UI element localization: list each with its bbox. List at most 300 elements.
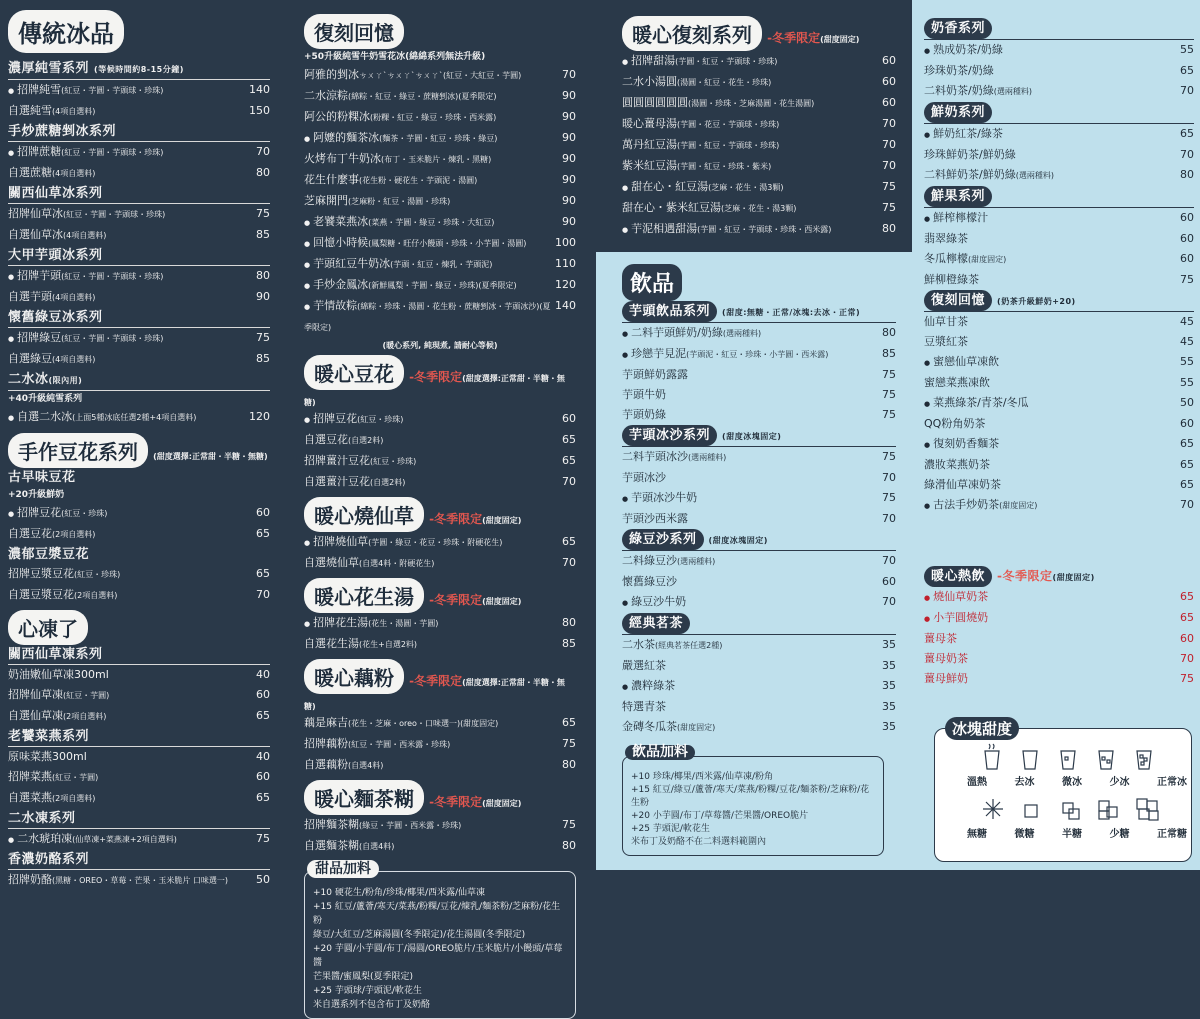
item-name-text: 自選仙草凍	[8, 709, 63, 722]
menu-item	[304, 713, 576, 734]
item-name-text: 自選菜燕	[8, 791, 52, 804]
item-name	[8, 287, 95, 308]
item-detail: (自選2料)	[370, 478, 406, 487]
item-price: 35	[882, 700, 896, 713]
addon-note: +50升級純雪牛奶雪花冰(綿綿系列無法升級)	[304, 52, 486, 62]
item-price: 55	[1180, 355, 1194, 368]
sugar-label-normal: 正常糖	[1157, 829, 1187, 840]
addon-line: +15 紅豆/蘆薈/寒天/菜燕/粉粿/豆花/煉乳/麵茶粉/芝麻粉/花生粉	[313, 902, 561, 926]
menu-item	[8, 747, 270, 767]
item-price: 60	[256, 770, 270, 783]
item-name-text: 珍珠鮮奶茶/鮮奶綠	[924, 148, 1016, 161]
item-name	[924, 270, 979, 290]
item-price: 75	[882, 491, 896, 504]
item-name-text: 二水小湯圓	[622, 75, 677, 88]
menu-item	[8, 407, 270, 428]
menu-item	[622, 323, 896, 344]
item-name	[8, 685, 109, 706]
menu-item	[304, 233, 576, 254]
item-name	[622, 51, 777, 72]
column-retro: 復刻回憶 +50升級純雪牛奶雪花冰(綿綿系列無法升級) 阿雅的剉冰ㄘㄨㄚˋㄘㄨㄚˋㄘㄨㄚˋ(紅豆・大紅豆・芋圓) 70 二水涼粽(綿粽・紅豆・綠豆・蔗糖剉冰)(夏季限定) 90 阿公的粉粿冰(粉粿・紅豆・綠豆・珍珠・西米露) 90 ● 阿嬤的麵茶冰(麵茶・芋圓・紅豆・珍珠・綠豆) 90 火烤布丁牛奶冰(布丁・玉米脆片・煉乳・黑糖) 90 花生什麼事(花生粉・硬花生・芋頭泥・湯圓) 90 芝麻開門(芝麻粉・紅豆・湯圓・珍珠) 90 ● 老饕菜燕冰(菜燕・芋圓・綠豆・珍珠・大紅豆) 90 ● 回憶小時候(鳳梨糖・旺仔小饅頭・珍珠・小芋圓・湯圓) 100 ● 芋頭紅豆牛奶冰(芋頭・紅豆・煉乳・芋頭泥) 110 ● 手炒金鳳冰(新鮮鳳梨・芋圓・綠豆・珍珠)(夏季限定) 120 ● 芋情故粽(綿粽・珍珠・湯圓・花生粉・蔗糖剉冰・芋頭冰沙)(夏季限定) 140 (暖心系列, 純現煮, 請耐心等候) 暖心豆花 -冬季限定(甜度選擇:正常甜・半糖・無糖) ● 招牌豆花(紅豆・珍珠) 60 自選豆花(自選2料) 65 招牌薑汁豆花(紅豆・珍珠) 65 自選薑汁豆花(自選2料) 70 暖心燒仙草 -冬季限定(甜度固定) ● 招牌燒仙草(芋圓・綠豆・花豆・珍珠・附硬花生) 65 自選燒仙草(自選4料・附硬花生) 70 暖心花生湯 -冬季限定(甜度固定) ● 招牌花生湯(花生・湯圓・芋圓) 80 自選花生湯(花生+自選2料) 85 暖心藕粉 -冬季限定(甜度選擇:正常甜・半糖・無糖) 藕是麻吉(花生・芝麻・oreo・口味選一)(甜度固定) 65 招牌藕粉(紅豆・芋圓・西米露・珍珠) 75 自選藕粉(自選4料) 80 暖心麵茶糊 -冬季限定(甜度固定) 招牌麵茶糊(綠豆・芋圓・西米露・珍珠) 75 自選麵茶糊(自選4料) 80 甜品加料 +10 硬花生/粉角/珍珠/椰果/西米露/仙草凍 +15 紅豆/蘆薈/寒天/菜燕/粉粿/豆花/煉乳/麵茶粉/芝麻粉/花生粉 綠豆/大紅豆/芝麻湯圓(冬季限定)/花生湯圓(冬季限定) +20 芋圓/小芋圓/布丁/湯圓/OREO脆片/玉米脆片/小饅頭/草莓醬 芒果醬/蜜鳳梨(夏季限定) +25 芋頭球/芋頭泥/軟花生 米自選系列不包含布丁及奶酪	[304, 14, 576, 1019]
menu-item	[304, 836, 576, 857]
item-price: 75	[256, 832, 270, 845]
item-price: 70	[882, 138, 896, 151]
item-name	[924, 649, 968, 669]
item-name-text: 復刻奶香麵茶	[933, 437, 1000, 450]
section-header: 綠豆沙系列 (甜度冰塊固定)	[622, 529, 896, 551]
item-name	[8, 503, 107, 524]
item-detail: (芋頭泥・紅豆・珍珠・小芋圓・西米露)	[686, 350, 829, 359]
item-list	[8, 142, 270, 184]
item-price: 90	[562, 215, 576, 228]
item-name	[304, 170, 477, 191]
menu-item	[622, 405, 896, 425]
item-price: 35	[882, 720, 896, 733]
item-name	[304, 634, 417, 655]
item-name-text: 自選純雪	[8, 104, 52, 117]
item-name	[8, 407, 196, 428]
item-price: 70	[882, 117, 896, 130]
addon-line: 米自選系列不包含布丁及奶酪	[313, 1000, 431, 1010]
item-name	[304, 836, 394, 857]
item-price: 90	[562, 194, 576, 207]
item-list	[924, 587, 1194, 689]
item-price: 65	[256, 527, 270, 540]
item-name	[924, 312, 968, 332]
menu-item	[622, 177, 896, 198]
item-name	[8, 788, 95, 809]
item-name	[304, 275, 517, 296]
item-detail: (綠豆・芋圓・西米露・珍珠)	[359, 821, 462, 830]
menu-item	[8, 142, 270, 163]
menu-item	[8, 163, 270, 184]
item-price: 50	[1180, 396, 1194, 409]
item-price: 70	[562, 475, 576, 488]
item-price: 60	[256, 506, 270, 519]
item-name-text: 自選芋頭	[8, 290, 52, 303]
item-name	[8, 204, 165, 225]
item-name-text: 薑母鮮奶	[924, 672, 968, 685]
item-name-text: 蜜戀仙草凍飲	[933, 355, 1000, 368]
menu-item	[304, 451, 576, 472]
item-detail: (菜燕・芋圓・綠豆・珍珠・大紅豆)	[368, 218, 495, 227]
item-price: 90	[562, 110, 576, 123]
item-detail: (紅豆・珍珠)	[357, 415, 404, 424]
item-price: 60	[1180, 417, 1194, 430]
item-name	[304, 553, 434, 574]
item-detail: (選兩種料)	[993, 87, 1032, 96]
item-detail: (紅豆・芋圓・芋頭球・珍珠)	[63, 210, 166, 219]
item-name-text: 阿公的粉粿冰	[304, 110, 370, 123]
item-list	[924, 312, 1194, 516]
menu-item	[304, 296, 576, 338]
item-name	[622, 572, 677, 592]
item-name-text: 鮮柳橙綠茶	[924, 273, 979, 286]
menu-item	[622, 676, 896, 697]
item-price: 75	[1180, 273, 1194, 286]
item-name-text: 古法手炒奶茶	[933, 498, 1000, 511]
section-header: 大甲芋頭冰系列	[8, 246, 270, 266]
item-price: 60	[1180, 632, 1194, 645]
item-detail: (紅豆・芋圓・芋頭球・珍珠)	[61, 148, 164, 157]
sugar-label-none: 無糖	[967, 829, 987, 840]
addon-line: +10 珍珠/椰果/西米露/仙草凍/粉角	[631, 772, 773, 782]
addon-line: +15 紅豆/綠豆/蘆薈/寒天/菜燕/粉粿/豆花/麵茶粉/芝麻粉/花生粉	[631, 785, 870, 808]
menu-item	[622, 344, 896, 365]
item-name	[622, 468, 666, 488]
item-name	[8, 349, 95, 370]
item-name	[622, 405, 666, 425]
item-detail: (紅豆・珍珠)	[370, 457, 417, 466]
item-name-text: 圓圓圓圓圓圓	[622, 96, 688, 109]
item-detail: (4項自選料)	[52, 355, 96, 364]
item-name	[304, 254, 492, 275]
item-price: 85	[562, 637, 576, 650]
addon-line: +10 硬花生/粉角/珍珠/椰果/西米露/仙草凍	[313, 888, 486, 898]
item-price: 60	[1180, 211, 1194, 224]
item-name	[8, 163, 95, 184]
item-name	[622, 156, 771, 177]
item-name-text: 芋泥相遇甜湯	[631, 222, 698, 235]
item-name	[304, 451, 416, 472]
section-header: 手炒蔗糖剉冰系列	[8, 122, 270, 142]
item-name	[622, 592, 686, 613]
item-name-text: 二水茶	[622, 638, 655, 651]
item-name-text: QQ粉角奶茶	[924, 417, 986, 430]
menu-item	[304, 553, 576, 574]
section-header: 老饕菜燕系列	[8, 727, 270, 747]
column-traditional-ice: 傳統冰品 濃厚純雪系列 (等候時間約8-15分鐘) ● 招牌純雪(紅豆・芋圓・芋頭球・珍珠) 140 自選純雪(4項自選料) 150 手炒蔗糖剉冰系列 ● 招牌蔗糖(紅豆・芋圓・芋頭球・珍珠) 70 自選蔗糖(4項自選料) 80 關西仙草冰系列 招牌仙草冰(紅豆・芋圓・芋頭球・珍珠) 75 自選仙草冰(4項自選料) 85 大甲芋頭冰系列 ● 招牌芋頭(紅豆・芋圓・芋頭球・珍珠) 80 自選芋頭(4項自選料) 90 懷舊綠豆冰系列 ● 招牌綠豆(紅豆・芋圓・芋頭球・珍珠) 75 自選綠豆(4項自選料) 85 二水冰(限內用) +40升級純雪系列 ● 自選二水冰(上面5種冰底任選2種+4項自選料) 120 手作豆花系列 (甜度選擇:正常甜・半糖・無糖) 古早味豆花 +20升級鮮奶 ● 招牌豆花(紅豆・珍珠) 60 自選豆花(2項自選料) 65 濃郁豆漿豆花 招牌豆漿豆花(紅豆・珍珠) 65 自選豆漿豆花(2項自選料) 70 心凍了 關西仙草凍系列 奶油嫩仙草凍300ml 40 招牌仙草凍(紅豆・芋圓) 60 自選仙草凍(2項自選料) 65 老饕菜燕系列 原味菜燕300ml 40 招牌菜燕(紅豆・芋圓) 60 自選菜燕(2項自選料) 65 二水凍系列 ● 二水琥珀凍(仙草凍+菜燕凍+2項自選料) 75 香濃奶酪系列 招牌奶酪(黑糖・OREO・草莓・芒果・玉米脆片 口味選一) 50	[8, 10, 270, 891]
item-name-text: 芋頭鮮奶露露	[622, 368, 688, 381]
item-price: 140	[555, 299, 576, 312]
item-detail: (花生・湯圓・芋圓)	[368, 619, 439, 628]
item-price: 75	[562, 818, 576, 831]
item-price: 70	[882, 554, 896, 567]
addons-list	[313, 886, 567, 1012]
section-header: 濃郁豆漿豆花	[8, 547, 90, 562]
menu-item	[304, 149, 576, 170]
item-detail: (新鮮鳳梨・芋圓・綠豆・珍珠)(夏季限定)	[368, 281, 517, 290]
item-name	[304, 613, 438, 634]
item-detail: (花生・芝麻・oreo・口味選一)(甜度固定)	[348, 719, 499, 728]
item-name-text: 芋頭沙西米露	[622, 512, 688, 525]
menu-item	[304, 532, 576, 553]
item-detail: (仙草凍+菜燕凍+2項自選料)	[72, 835, 177, 844]
item-price: 75	[882, 408, 896, 421]
addon-line: +20 芋圓/小芋圓/布丁/湯圓/OREO脆片/玉米脆片/小饅頭/草莓醬	[313, 944, 563, 968]
menu-item	[924, 208, 1194, 229]
sugar-label-less: 少糖	[1109, 829, 1130, 840]
item-name	[924, 373, 990, 393]
hot-cup-icon	[985, 751, 999, 769]
menu-item	[8, 767, 270, 788]
item-detail: (上面5種冰底任選2種+4項自選料)	[72, 413, 197, 422]
dessert-addons-title: 甜品加料	[307, 860, 379, 878]
menu-item	[8, 685, 270, 706]
item-name-text: 金磚冬瓜茶	[622, 720, 677, 733]
item-name	[924, 414, 985, 434]
item-price: 80	[1180, 168, 1194, 181]
item-detail: (自選4料・附硬花生)	[359, 559, 435, 568]
item-name-text: 招牌純雪	[17, 83, 62, 96]
menu-item	[622, 656, 896, 676]
item-list	[8, 204, 270, 246]
sugar-label-light: 微糖	[1014, 829, 1035, 840]
item-name	[622, 447, 726, 468]
jelly-title: 心凍了	[8, 610, 88, 645]
item-price: 35	[882, 638, 896, 651]
item-name	[304, 191, 450, 212]
item-name	[304, 212, 494, 233]
half-sugar-icon	[1063, 803, 1073, 813]
item-price: 70	[1180, 498, 1194, 511]
item-name-text: 回憶小時候	[313, 236, 369, 249]
section-header: 關西仙草凍系列	[8, 645, 270, 665]
item-name	[8, 564, 120, 585]
menu-item	[622, 635, 896, 656]
item-name	[622, 656, 666, 676]
section-header: 關西仙草冰系列	[8, 184, 270, 204]
item-price: 75	[1180, 672, 1194, 685]
item-detail: (芝麻・花生・湯3顆)	[708, 183, 784, 192]
item-name	[924, 434, 999, 455]
menu-item	[304, 815, 576, 836]
item-name-text: 特選青茶	[622, 700, 666, 713]
menu-item	[924, 40, 1194, 61]
item-name	[622, 635, 722, 656]
menu-item	[622, 551, 896, 572]
item-name	[8, 225, 106, 246]
item-name	[8, 706, 106, 727]
item-price: 85	[256, 352, 270, 365]
item-name-text: 二料芋頭冰沙	[622, 450, 688, 463]
item-price: 60	[882, 575, 896, 588]
menu-item	[304, 755, 576, 776]
item-price: 80	[562, 758, 576, 771]
item-name	[924, 61, 994, 81]
item-detail: (紅豆・芋圓・芋頭球・珍珠)	[61, 334, 164, 343]
item-price: 100	[555, 236, 576, 249]
column-warm-retro: 暖心復刻系列 -冬季限定(甜度固定) ● 招牌甜湯(芋圓・紅豆・芋頭球・珍珠) 60 二水小湯圓(湯圓・紅豆・花生・珍珠) 60 圓圓圓圓圓圓(湯圓・珍珠・芝麻湯圓・花生湯圓) 60 暖心薑母湯(芋圓・花豆・芋頭球・珍珠) 70 萬丹紅豆湯(芋圓・紅豆・芋頭球・珍珠) 70 紫米紅豆湯(芋圓・紅豆・珍珠・紫米) 70 ● 甜在心・紅豆湯(芝麻・花生・湯3顆) 75 甜在心・紫米紅豆湯(芝麻・花生・湯3顆) 75 ● 芋泥相遇甜湯(芋圓・紅豆・芋頭球・珍珠・西米露) 80	[622, 16, 896, 240]
item-name	[622, 551, 715, 572]
item-name-text: 招牌菜燕	[8, 770, 52, 783]
item-price: 65	[1180, 590, 1194, 603]
item-list	[924, 208, 1194, 290]
no-sugar-icon	[983, 799, 1003, 819]
item-price: 85	[882, 347, 896, 360]
menu-item	[924, 352, 1194, 373]
item-detail: (綿粽・紅豆・綠豆・蔗糖剉冰)(夏季限定)	[348, 92, 497, 101]
item-detail: (芋圓・紅豆・芋頭球・珍珠)	[675, 57, 778, 66]
item-name-text: 薑母茶	[924, 632, 957, 645]
item-name-text: 芋頭牛奶	[622, 388, 666, 401]
column-drinks	[622, 264, 896, 856]
menu-item	[304, 65, 576, 86]
item-price: 90	[562, 131, 576, 144]
item-name-text: 暖心薑母湯	[622, 117, 677, 130]
item-detail: (綿粽・珍珠・湯圓・花生粉・蔗糖剉冰・芋頭冰沙)(夏季限定)	[304, 302, 551, 332]
item-price: 35	[882, 659, 896, 672]
item-price: 120	[249, 410, 270, 423]
item-name	[304, 409, 403, 430]
item-price: 150	[249, 104, 270, 117]
item-detail: (甜度固定)	[999, 501, 1038, 510]
item-list	[8, 829, 270, 850]
item-price: 65	[1180, 127, 1194, 140]
item-detail: (4項自選料)	[52, 293, 96, 302]
item-detail: (自選2料)	[348, 436, 384, 445]
item-name-text: 珍戀芋見泥	[631, 347, 687, 360]
item-detail: (芝麻・花生・湯3顆)	[721, 204, 797, 213]
item-name-text: 芋頭冰沙	[622, 471, 666, 484]
item-detail: (布丁・玉米脆片・煉乳・黑糖)	[381, 155, 492, 164]
addon-line: 芒果醬/蜜鳳梨(夏季限定)	[313, 972, 414, 982]
item-list	[924, 124, 1194, 186]
item-name-text: 二料奶茶/奶綠	[924, 84, 994, 97]
ice-label-hot: 溫熱	[967, 777, 987, 788]
menu-item	[8, 524, 270, 545]
menu-item	[622, 572, 896, 592]
warm-note: (暖心系列, 純現煮, 請耐心等候)	[382, 341, 498, 350]
item-price: 70	[882, 471, 896, 484]
warm-peanut-title: 暖心花生湯	[304, 578, 424, 613]
menu-item	[924, 270, 1194, 290]
item-name-text: 阿嬤的麵茶冰	[313, 131, 380, 144]
item-price: 60	[882, 96, 896, 109]
item-price: 90	[562, 89, 576, 102]
item-price: 90	[256, 290, 270, 303]
item-name	[622, 344, 828, 365]
item-detail: (選兩種料)	[677, 557, 716, 566]
item-name	[622, 385, 666, 405]
item-list	[8, 407, 270, 428]
section-header: 復刻回憶 (奶茶升級鮮奶+20)	[924, 290, 1194, 312]
drinks-title: 飲品	[622, 264, 682, 301]
menu-item	[622, 592, 896, 613]
item-name	[622, 72, 771, 93]
item-price: 45	[1180, 335, 1194, 348]
sugar-labels	[967, 825, 1187, 840]
menu-item	[304, 212, 576, 233]
warm-tofu-title: 暖心豆花	[304, 355, 404, 390]
item-price: 80	[562, 616, 576, 629]
menu-item	[622, 717, 896, 738]
item-list	[304, 713, 576, 776]
item-name	[8, 328, 163, 349]
item-price: 40	[256, 668, 270, 681]
item-price: 90	[562, 152, 576, 165]
item-price: 65	[256, 567, 270, 580]
item-detail: (紅豆・珍珠)	[61, 509, 108, 518]
item-name-text: 招牌藕粉	[304, 737, 348, 750]
item-name	[622, 177, 783, 198]
item-detail: (紅豆・芋圓・芋頭球・珍珠)	[61, 272, 164, 281]
item-name-text: 菜燕綠茶/青茶/冬瓜	[933, 396, 1029, 409]
item-price: 70	[1180, 84, 1194, 97]
menu-item	[924, 332, 1194, 352]
item-price: 75	[882, 201, 896, 214]
item-detail: (4項自選料)	[63, 231, 107, 240]
item-name-text: 招牌薑汁豆花	[304, 454, 370, 467]
item-name-text: 花生什麼事	[304, 173, 359, 186]
item-price: 70	[562, 68, 576, 81]
section-header: 芋頭飲品系列 (甜度:無糖・正常/冰塊:去冰・正常)	[622, 301, 896, 323]
menu-item	[8, 328, 270, 349]
item-price: 80	[882, 222, 896, 235]
warm-mianch-title: 暖心麵茶糊	[304, 780, 424, 815]
menu-item	[8, 101, 270, 122]
item-name	[304, 128, 497, 149]
item-name	[924, 352, 999, 373]
item-name	[304, 86, 496, 107]
item-name-text: 薑母奶茶	[924, 652, 968, 665]
item-name	[622, 697, 666, 717]
item-name	[304, 734, 450, 755]
menu-item	[924, 629, 1194, 649]
item-name-text: 招牌奶酪	[8, 873, 52, 886]
item-list	[304, 65, 576, 338]
menu-item	[304, 472, 576, 493]
item-name	[8, 142, 163, 163]
item-name	[622, 93, 814, 114]
item-price: 75	[882, 450, 896, 463]
item-detail: (4項自選料)	[52, 169, 96, 178]
less-ice-cup-icon	[1099, 751, 1113, 769]
item-list	[8, 266, 270, 308]
menu-item	[622, 93, 896, 114]
item-name	[924, 40, 1003, 61]
item-name-text: 綠豆沙牛奶	[631, 595, 687, 608]
item-name-text: 濃妝菜燕奶茶	[924, 458, 990, 471]
item-name-text: 甜在心・紫米紅豆湯	[622, 201, 721, 214]
item-price: 65	[256, 791, 270, 804]
item-detail: (紅豆・芋圓)	[63, 691, 110, 700]
item-name-text: 招牌花生湯	[313, 616, 369, 629]
item-name	[924, 587, 988, 608]
item-name-text: 招牌豆花	[17, 506, 62, 519]
item-name	[8, 524, 95, 545]
item-price: 45	[1180, 315, 1194, 328]
item-name-text: 嚴選紅茶	[622, 659, 666, 672]
item-name-text: 手炒金鳳冰	[313, 278, 369, 291]
section-header: 二水凍系列	[8, 809, 270, 829]
item-name	[622, 676, 675, 697]
item-detail: (選兩種料)	[722, 329, 762, 338]
item-name-text: 芝麻開門	[304, 194, 348, 207]
item-name-text: 自選燒仙草	[304, 556, 359, 569]
item-list	[924, 40, 1194, 102]
ice-label-none: 去冰	[1014, 777, 1035, 788]
retro-title: 復刻回憶	[304, 14, 404, 49]
item-name-text: 自選綠豆	[8, 352, 52, 365]
item-name-text: 二料綠豆沙	[622, 554, 677, 567]
item-name-text: 阿雅的剉冰	[304, 68, 359, 81]
menu-item	[924, 669, 1194, 689]
no-ice-cup-icon	[1023, 751, 1037, 769]
item-price: 75	[562, 737, 576, 750]
menu-item	[8, 266, 270, 287]
section-header: 鮮果系列	[924, 186, 1194, 208]
item-price: 60	[256, 688, 270, 701]
menu-item	[924, 434, 1194, 455]
addons-list	[631, 771, 875, 849]
item-price: 75	[882, 180, 896, 193]
item-price: 70	[882, 159, 896, 172]
item-name-text: 燒仙草奶茶	[933, 590, 989, 603]
drink-addons-box	[622, 744, 884, 856]
item-name	[8, 870, 228, 891]
item-name	[622, 114, 779, 135]
